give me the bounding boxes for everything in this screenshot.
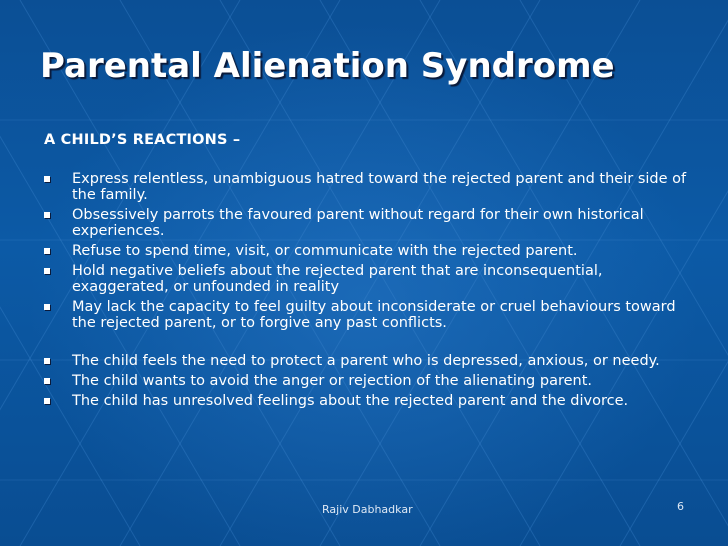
section-heading: A CHILD’S REACTIONS – (44, 132, 241, 148)
page-number: 6 (677, 500, 684, 513)
list-item (44, 207, 694, 239)
square-bullet-icon (44, 268, 50, 274)
list-item-text: The child feels the need to protect a parent who is depressed, anxious, or needy. (72, 353, 660, 369)
slide-title: Parental Alienation Syndrome (40, 46, 615, 86)
square-bullet-icon (44, 398, 50, 404)
list-item (44, 353, 694, 369)
list-item-text: Obsessively parrots the favoured parent without regard for their own historical experiences. (72, 207, 644, 239)
list-item-text: The child wants to avoid the anger or rejection of the alienating parent. (72, 373, 593, 389)
list-item-text: May lack the capacity to feel guilty about inconsiderate or cruel behaviours toward the rejected parent, or to forgive any past conflicts. (72, 299, 676, 331)
square-bullet-icon (44, 212, 50, 218)
square-bullet-icon (44, 378, 50, 384)
feelings-list (44, 353, 694, 413)
list-item (44, 393, 694, 409)
list-item-text: Hold negative beliefs about the rejected parent that are inconsequential, exaggerated, or unfounded in reality (72, 263, 603, 295)
square-bullet-icon (44, 248, 50, 254)
square-bullet-icon (44, 358, 50, 364)
list-item (44, 171, 694, 203)
list-item (44, 373, 694, 389)
list-item-text: Express relentless, unambiguous hatred toward the rejected parent and their side of the family. (72, 171, 687, 203)
list-item-text: The child has unresolved feelings about the rejected parent and the divorce. (72, 393, 629, 409)
list-item (44, 299, 694, 331)
square-bullet-icon (44, 176, 50, 182)
list-item (44, 243, 694, 259)
list-item (44, 263, 694, 295)
footer-author: Rajiv Dabhadkar (322, 503, 413, 516)
list-item-text: Refuse to spend time, visit, or communicate with the rejected parent. (72, 243, 578, 259)
reactions-list (44, 171, 694, 335)
square-bullet-icon (44, 304, 50, 310)
